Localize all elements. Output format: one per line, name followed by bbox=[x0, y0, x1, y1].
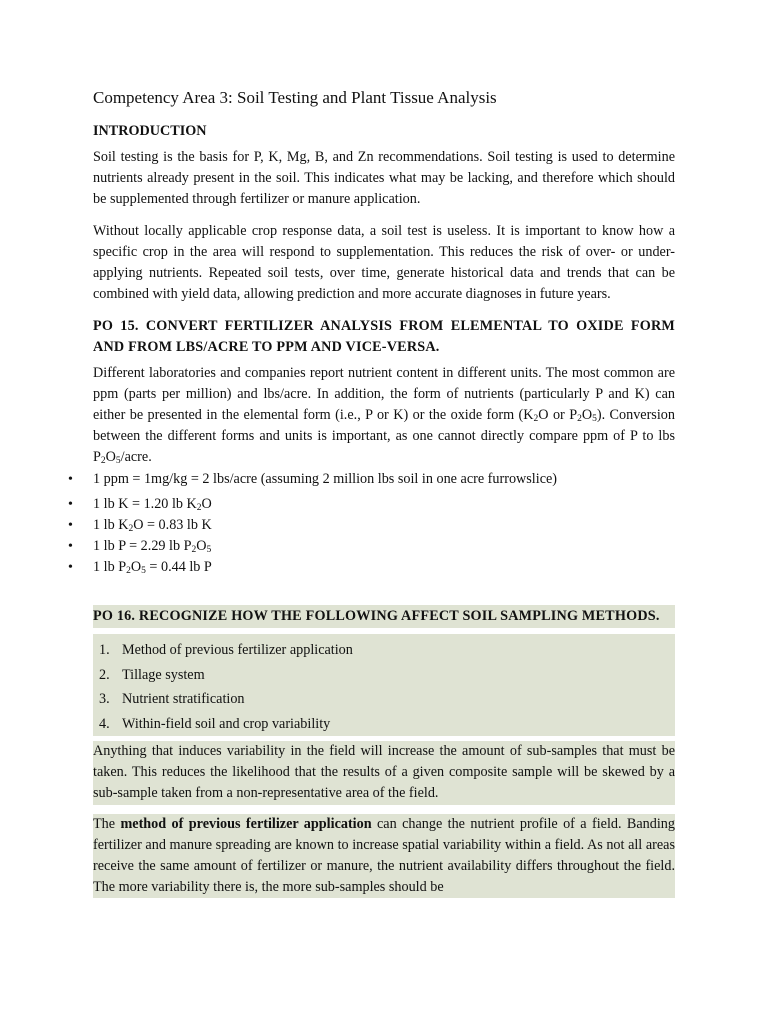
list-item: • 1 ppm = 1mg/kg = 2 lbs/acre (assuming 2 million lbs soil in one acre furrowslice) bbox=[93, 469, 675, 490]
po16-heading: PO 16. RECOGNIZE HOW THE FOLLOWING AFFECT SOIL SAMPLING METHODS. bbox=[93, 605, 675, 628]
po16-paragraph-1: Anything that induces variability in the field will increase the amount of sub-samples that must be taken. This reduces the likelihood that the results of a given composite sample will be skewed by a sub-sample taken from a non-representative area of the field. bbox=[93, 741, 675, 805]
list-item: 1. Method of previous fertilizer application bbox=[99, 642, 353, 658]
po16-paragraph-2: The method of previous fertilizer application can change the nutrient profile of a field. Banding fertilizer and manure spreading are known to increase spatial variability within a field. As not all areas receive the same amount of fertilizer or manure, the nutrient availability differs throughout the field. The more variability there is, the more sub-samples should be bbox=[93, 814, 675, 898]
list-item: 2. Tillage system bbox=[99, 666, 205, 683]
introduction-heading: INTRODUCTION bbox=[93, 123, 207, 139]
list-item: • 1 lb K = 1.20 lb $K_2O$ bbox=[93, 494, 675, 515]
intro-paragraph-1: Soil testing is the basis for P, K, Mg, B, and Zn recommendations. Soil testing is used to determine nutrients already present in the soil. This indicates what may be lacking, and therefore which should be supplemented through fertilizer or manure application. bbox=[93, 149, 675, 207]
document-body bbox=[93, 86, 675, 898]
list-item: • 1 lb $K_2O = 0.83$ lb K bbox=[93, 515, 675, 536]
list-item: • 1 lb $P_2O_5 = 0.44$ lb P bbox=[93, 557, 675, 578]
po15-heading: PO 15. CONVERT FERTILIZER ANALYSIS FROM ELEMENTAL TO OXIDE FORM AND FROM LBS/ACRE TO PPM AND VICE-VERSA. bbox=[93, 318, 675, 355]
list-item: 3. Nutrient stratification bbox=[99, 691, 245, 707]
conversion-list bbox=[93, 469, 675, 578]
page-title: Competency Area 3: Soil Testing and Plant Tissue Analysis bbox=[93, 88, 497, 107]
list-item: • 1 lb P = 2.29 lb $P_2O_5$ bbox=[93, 536, 675, 557]
intro-paragraph-2: Without locally applicable crop response data, a soil test is useless. It is important to know how a specific crop in the area will respond to supplementation. This reduces the risk of over- or under-applying nutrients. Repeated soil tests, over time, generate historical data and trends that can be combined with yield data, allowing prediction and more accurate diagnoses in future years. bbox=[93, 223, 675, 302]
po16-factor-list bbox=[93, 634, 675, 736]
list-item: 4. Within-field soil and crop variability bbox=[99, 715, 331, 732]
po15-paragraph: Different laboratories and companies report nutrient content in different units. The most common are ppm (parts per million) and lbs/acre. In addition, the form of nutrients (particularly P and K) can either be presented in the elemental form (i.e., P or K) or the oxide form ($K_2O$ or $P_2O_5$). Conversion between the different forms and units is important, as one cannot directly compare ppm of P to lbs $P_2O_5$/acre. bbox=[93, 365, 675, 466]
